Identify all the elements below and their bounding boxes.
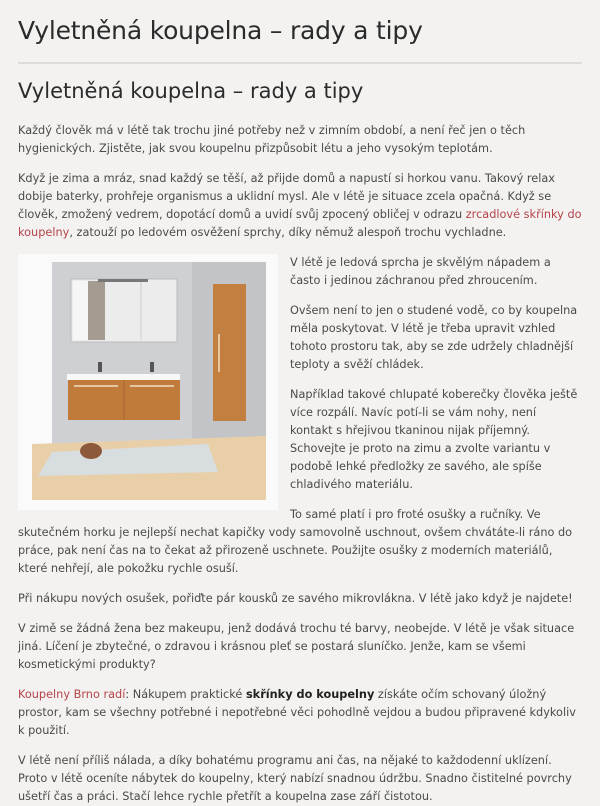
mirror-cabinet-link[interactable]: zrcadlové skřínky do koupelny bbox=[18, 208, 582, 239]
paragraph-microfiber: Při nákupu nových osušek, pořiďte pár kousků ze savého mikrovlákna. V létě jako když je najdete! bbox=[18, 592, 573, 605]
paragraph-advice bbox=[18, 686, 582, 740]
paragraph-towels: To samé platí i pro froté osušky a ručníky. Ve skutečném horku je nejlepší nechat kapičky vody samovolně uschnout, ovšem chvátáte-li ráno do práce, pak není čas na to čekat až přirozeně uschnete. Použijte osušky z moderních materiálů, které nehřejí, ale pokožku rychle osuší. bbox=[18, 508, 573, 575]
article-body bbox=[18, 122, 582, 806]
paragraph-text: získáte očím schovaný úložný prostor, kam se všechny potřebné i nepotřebné věci pohodlně vejdou a budou připravené kdykoliv k použití. bbox=[18, 688, 576, 737]
site-title: Vyletněná koupelna – rady a tipy bbox=[18, 16, 423, 45]
paragraph-text: Když je zima a mráz, snad každý se těší, až přijde domů a napustí si horkou vanu. Takový relax dobije baterky, prohřeje organismus a uklidní mysl. Ale v létě je situace zcela opačná. Když se člověk, zmožený vedrem, dopotácí domů a uvidí svůj zpocený obličej v odrazu bbox=[18, 172, 555, 221]
article-title: Vyletněná koupelna – rady a tipy bbox=[18, 79, 364, 103]
paragraph-makeup: V zimě se žádná žena bez makeupu, jenž dodává trochu té barvy, neobejde. V létě je však situace jiná. Líčení je zbytečné, o zdravou i krásnou pleť se postará sluníčko. Jenže, kam se všemi kosmetickými produkty? bbox=[18, 622, 575, 671]
divider bbox=[18, 62, 582, 64]
paragraph-cold-water: Ovšem není to jen o studené vodě, co by koupelna měla poskytovat. V létě je třeba upravit vzhled tohoto prostoru tak, aby se zde udržely chladnější teploty a svěží chládek. bbox=[290, 304, 578, 371]
paragraph-text: , zatouží po ledovém osvěžení sprchy, díky němuž alespoň trochu vychladne. bbox=[69, 226, 507, 239]
paragraph-rugs: Například takové chlupaté koberečky člověka ještě více rozpálí. Navíc potí-li se vám nohy, není kontakt s hřejivou tkaninou nijak příjemný. Schovejte je proto na zimu a zvolte variantu v podobě lehké předložky ze savého, ale spíše chladivého materiálu. bbox=[290, 388, 578, 491]
bathroom-image bbox=[18, 254, 278, 510]
paragraph-winter bbox=[18, 170, 582, 242]
paragraph-intro: Každý člověk má v létě tak trochu jiné potřeby než v zimním období, a není řeč jen o těch hygienických. Zjistěte, jak svou koupelnu přizpůsobit létu a jeho vysokým teplotám. bbox=[18, 124, 526, 155]
paragraph-shower: V létě je ledová sprcha je skvělým nápadem a často i jedinou záchranou před zhroucením. bbox=[290, 256, 551, 287]
paragraph-cleaning: V létě není příliš nálada, a díky bohatému programu ani čas, na nějaké to každodenní uklízení. Proto v létě oceníte nábytek do koupelny, který nabízí snadnou údržbu. Snadno čistitelné povrchy ušetří čas a práci. Stačí lehce rychle přetřít a koupelna zase září čistotou. bbox=[18, 754, 572, 803]
cabinet-bold-text: skřínky do koupelny bbox=[245, 688, 375, 701]
paragraph-text: : Nákupem praktické bbox=[125, 688, 246, 701]
koupelny-brno-link[interactable]: Koupelny Brno radí bbox=[18, 688, 126, 701]
bathroom-illustration bbox=[18, 254, 278, 510]
